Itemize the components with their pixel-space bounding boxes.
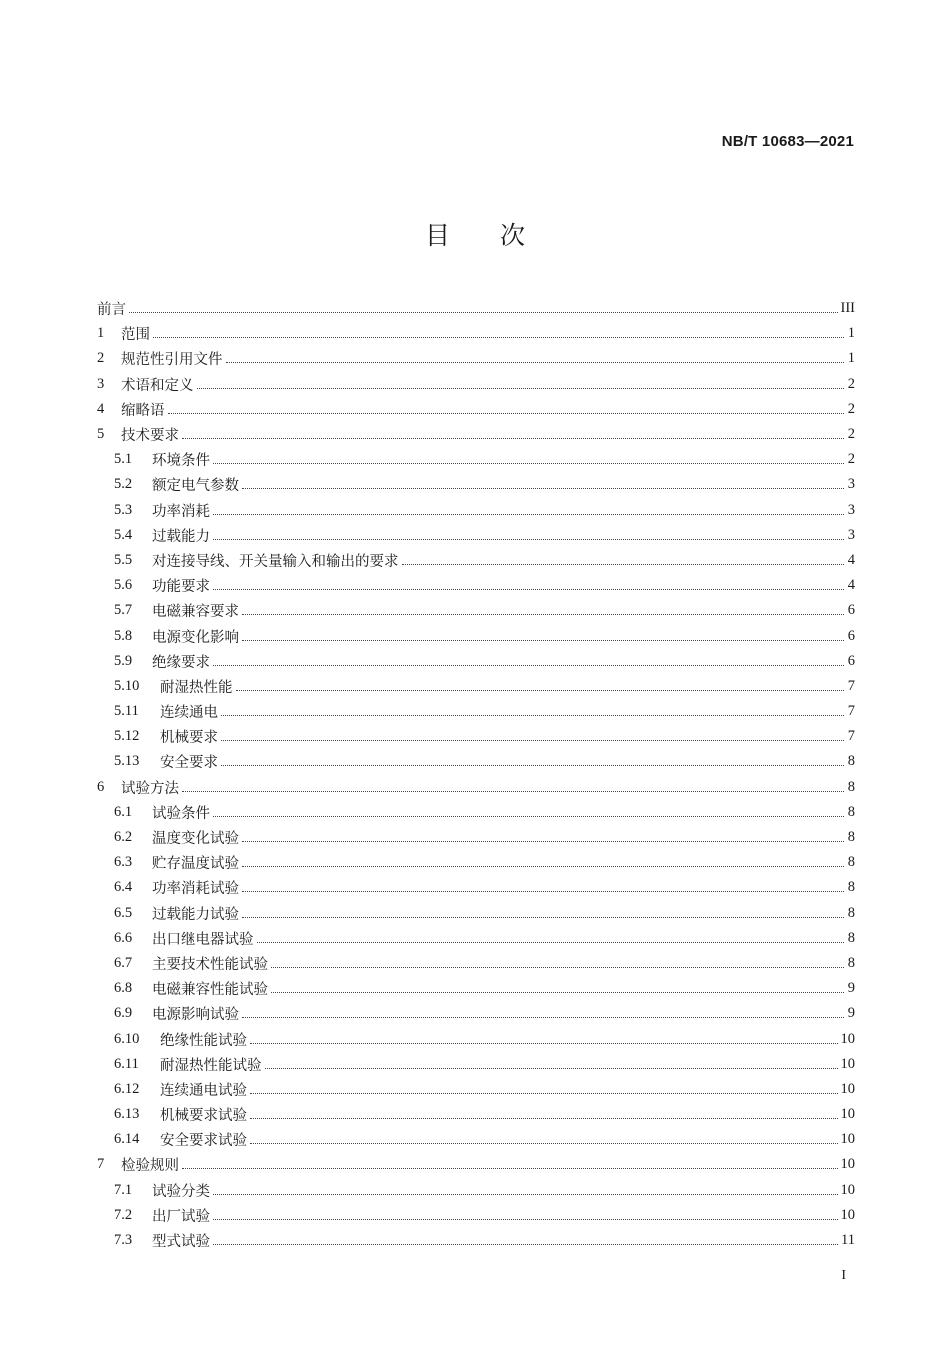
toc-entry-title: 试验分类 bbox=[152, 1183, 210, 1200]
toc-leader-dots bbox=[265, 1068, 838, 1069]
toc-entry[interactable] bbox=[97, 548, 855, 573]
toc-entry[interactable] bbox=[97, 1127, 855, 1152]
toc-entry-number: 5 bbox=[97, 426, 105, 443]
toc-leader-dots bbox=[213, 665, 844, 666]
toc-entry-page: 8 bbox=[847, 829, 855, 846]
toc-entry-number: 6.10 bbox=[114, 1030, 140, 1047]
toc-entry[interactable] bbox=[97, 573, 855, 598]
toc-entry-title: 电源变化影响 bbox=[152, 629, 239, 646]
toc-entry-page: 10 bbox=[840, 1131, 855, 1148]
toc-entry[interactable] bbox=[97, 926, 855, 951]
toc-leader-dots bbox=[242, 891, 844, 892]
toc-entry-number: 5.11 bbox=[114, 703, 139, 720]
toc-entry-page: 8 bbox=[847, 854, 855, 871]
toc-entry-number: 5.12 bbox=[114, 728, 140, 745]
toc-entry-title: 耐湿热性能试验 bbox=[160, 1057, 262, 1074]
toc-entry[interactable] bbox=[97, 699, 855, 724]
toc-entry-number: 5.10 bbox=[114, 677, 140, 694]
toc-entry-number: 5.3 bbox=[114, 501, 133, 518]
toc-leader-dots bbox=[242, 614, 844, 615]
table-of-contents bbox=[97, 296, 855, 1253]
toc-entry-title: 前言 bbox=[97, 302, 126, 319]
toc-leader-dots bbox=[271, 992, 844, 993]
toc-entry-title: 额定电气参数 bbox=[152, 478, 239, 495]
toc-entry-page: 3 bbox=[847, 501, 855, 518]
toc-entry-number: 6.11 bbox=[114, 1055, 139, 1072]
toc-entry-page: 1 bbox=[847, 325, 855, 342]
toc-entry-number: 6.7 bbox=[114, 954, 133, 971]
toc-entry-page: 11 bbox=[841, 1232, 855, 1249]
toc-entry-page: 7 bbox=[847, 677, 855, 694]
toc-entry[interactable] bbox=[97, 1152, 855, 1177]
toc-entry-page: 8 bbox=[847, 954, 855, 971]
toc-entry-number: 5.2 bbox=[114, 476, 133, 493]
toc-entry-number: 6.5 bbox=[114, 904, 133, 921]
toc-entry-title: 缩略语 bbox=[121, 402, 165, 419]
toc-entry-number: 6.1 bbox=[114, 803, 133, 820]
toc-leader-dots bbox=[221, 740, 844, 741]
toc-entry-title: 范围 bbox=[121, 327, 150, 344]
toc-entry[interactable] bbox=[97, 523, 855, 548]
toc-entry[interactable] bbox=[97, 1077, 855, 1102]
toc-entry[interactable] bbox=[97, 1026, 855, 1051]
toc-leader-dots bbox=[250, 1118, 838, 1119]
toc-entry-title: 过载能力 bbox=[152, 528, 210, 545]
toc-entry-number: 5.4 bbox=[114, 526, 133, 543]
toc-entry-title: 电源影响试验 bbox=[152, 1007, 239, 1024]
toc-entry-number: 6.8 bbox=[114, 980, 133, 997]
toc-leader-dots bbox=[250, 1043, 838, 1044]
toc-entry-number: 4 bbox=[97, 400, 105, 417]
toc-entry-title: 绝缘要求 bbox=[152, 654, 210, 671]
toc-entry-number: 6.2 bbox=[114, 829, 133, 846]
toc-entry-title: 技术要求 bbox=[121, 428, 179, 445]
toc-leader-dots bbox=[182, 791, 844, 792]
toc-entry-title: 功率消耗试验 bbox=[152, 881, 239, 898]
toc-entry-page: 2 bbox=[847, 451, 855, 468]
page-title: 目次 bbox=[424, 221, 575, 250]
toc-entry-number: 5.5 bbox=[114, 551, 133, 568]
toc-entry-page: 9 bbox=[847, 980, 855, 997]
toc-entry-page: 3 bbox=[847, 476, 855, 493]
toc-entry-page: 7 bbox=[847, 703, 855, 720]
toc-entry[interactable] bbox=[97, 346, 855, 371]
toc-entry-title: 安全要求 bbox=[160, 755, 218, 772]
toc-leader-dots bbox=[250, 1143, 838, 1144]
toc-entry[interactable] bbox=[97, 372, 855, 397]
toc-leader-dots bbox=[242, 866, 844, 867]
toc-entry[interactable] bbox=[97, 296, 855, 321]
toc-leader-dots bbox=[250, 1093, 838, 1094]
toc-leader-dots bbox=[182, 438, 844, 439]
toc-entry-title: 环境条件 bbox=[152, 453, 210, 470]
toc-entry[interactable] bbox=[97, 498, 855, 523]
toc-leader-dots bbox=[213, 514, 844, 515]
toc-entry[interactable] bbox=[97, 850, 855, 875]
toc-entry-page: 2 bbox=[847, 375, 855, 392]
toc-entry-title: 耐湿热性能 bbox=[160, 679, 233, 696]
toc-entry-page: 8 bbox=[847, 879, 855, 896]
toc-entry-number: 6.9 bbox=[114, 1005, 133, 1022]
toc-entry[interactable] bbox=[97, 775, 855, 800]
toc-entry-number: 6 bbox=[97, 778, 105, 795]
toc-leader-dots bbox=[213, 463, 844, 464]
toc-entry[interactable] bbox=[97, 749, 855, 774]
toc-entry-number: 5.7 bbox=[114, 602, 133, 619]
toc-entry-title: 对连接导线、开关量输入和输出的要求 bbox=[152, 553, 399, 570]
toc-leader-dots bbox=[226, 362, 845, 363]
toc-entry[interactable] bbox=[97, 1102, 855, 1127]
toc-entry-page: 2 bbox=[847, 400, 855, 417]
toc-entry-title: 出厂试验 bbox=[152, 1208, 210, 1225]
toc-leader-dots bbox=[129, 312, 838, 313]
toc-leader-dots bbox=[213, 539, 844, 540]
toc-entry-title: 电磁兼容性能试验 bbox=[152, 982, 268, 999]
toc-leader-dots bbox=[242, 917, 844, 918]
toc-entry[interactable] bbox=[97, 447, 855, 472]
toc-entry-number: 6.4 bbox=[114, 879, 133, 896]
toc-leader-dots bbox=[402, 564, 845, 565]
toc-entry-page: 8 bbox=[847, 753, 855, 770]
toc-entry-page: 6 bbox=[847, 602, 855, 619]
toc-entry-number: 3 bbox=[97, 375, 105, 392]
toc-leader-dots bbox=[221, 715, 844, 716]
toc-entry-title: 贮存温度试验 bbox=[152, 856, 239, 873]
toc-entry-page: 10 bbox=[840, 1080, 855, 1097]
toc-entry-number: 6.13 bbox=[114, 1106, 140, 1123]
toc-entry[interactable] bbox=[97, 623, 855, 648]
toc-entry-title: 规范性引用文件 bbox=[121, 352, 223, 369]
toc-leader-dots bbox=[242, 640, 844, 641]
toc-entry-number: 6.3 bbox=[114, 854, 133, 871]
toc-leader-dots bbox=[236, 690, 845, 691]
toc-entry-title: 主要技术性能试验 bbox=[152, 956, 268, 973]
toc-entry-page: 10 bbox=[840, 1181, 855, 1198]
toc-leader-dots bbox=[153, 337, 844, 338]
toc-leader-dots bbox=[221, 765, 844, 766]
toc-entry-page: 7 bbox=[847, 728, 855, 745]
toc-entry-page: 8 bbox=[847, 904, 855, 921]
toc-leader-dots bbox=[197, 388, 845, 389]
toc-entry[interactable] bbox=[97, 1001, 855, 1026]
toc-entry[interactable] bbox=[97, 397, 855, 422]
toc-entry[interactable] bbox=[97, 901, 855, 926]
toc-leader-dots bbox=[213, 589, 844, 590]
toc-entry[interactable] bbox=[97, 875, 855, 900]
toc-entry[interactable] bbox=[97, 976, 855, 1001]
toc-entry-number: 7.3 bbox=[114, 1232, 133, 1249]
toc-entry-number: 6.12 bbox=[114, 1080, 140, 1097]
toc-entry-page: 10 bbox=[840, 1156, 855, 1173]
toc-entry-page: 1 bbox=[847, 350, 855, 367]
toc-entry-page: 3 bbox=[847, 526, 855, 543]
toc-entry-page: 4 bbox=[847, 551, 855, 568]
toc-entry[interactable] bbox=[97, 800, 855, 825]
toc-entry[interactable] bbox=[97, 472, 855, 497]
toc-entry-title: 机械要求试验 bbox=[160, 1108, 247, 1125]
toc-entry-title: 电磁兼容要求 bbox=[152, 604, 239, 621]
toc-leader-dots bbox=[213, 1194, 838, 1195]
toc-entry-title: 试验方法 bbox=[121, 780, 179, 797]
toc-leader-dots bbox=[213, 816, 844, 817]
toc-entry-page: 10 bbox=[840, 1055, 855, 1072]
toc-entry-title: 安全要求试验 bbox=[160, 1133, 247, 1150]
toc-entry-page: 8 bbox=[847, 929, 855, 946]
toc-entry[interactable] bbox=[97, 422, 855, 447]
standard-code: NB/T 10683—2021 bbox=[721, 133, 854, 150]
toc-entry-number: 6.14 bbox=[114, 1131, 140, 1148]
toc-entry-title: 过载能力试验 bbox=[152, 906, 239, 923]
toc-entry[interactable] bbox=[97, 951, 855, 976]
toc-entry-number: 7 bbox=[97, 1156, 105, 1173]
toc-entry-page: 8 bbox=[847, 778, 855, 795]
toc-entry-page: 9 bbox=[847, 1005, 855, 1022]
toc-leader-dots bbox=[271, 967, 844, 968]
toc-entry-title: 型式试验 bbox=[152, 1234, 210, 1251]
toc-entry-page: 8 bbox=[847, 803, 855, 820]
toc-entry-title: 检验规则 bbox=[121, 1158, 179, 1175]
toc-entry-number: 5.8 bbox=[114, 627, 133, 644]
toc-entry-title: 连续通电试验 bbox=[160, 1082, 247, 1099]
toc-entry[interactable] bbox=[97, 321, 855, 346]
toc-entry-number: 2 bbox=[97, 350, 105, 367]
toc-entry[interactable] bbox=[97, 1203, 855, 1228]
toc-entry[interactable] bbox=[97, 1228, 855, 1253]
toc-leader-dots bbox=[213, 1244, 838, 1245]
toc-entry[interactable] bbox=[97, 825, 855, 850]
toc-leader-dots bbox=[168, 413, 845, 414]
toc-entry[interactable] bbox=[97, 1052, 855, 1077]
toc-entry-number: 5.1 bbox=[114, 451, 133, 468]
toc-entry-page: III bbox=[840, 300, 855, 317]
toc-entry-title: 功率消耗 bbox=[152, 503, 210, 520]
toc-leader-dots bbox=[257, 942, 845, 943]
toc-entry-page: 4 bbox=[847, 577, 855, 594]
toc-entry-page: 10 bbox=[840, 1106, 855, 1123]
toc-entry[interactable] bbox=[97, 724, 855, 749]
toc-entry-title: 出口继电器试验 bbox=[152, 931, 254, 948]
toc-leader-dots bbox=[242, 841, 844, 842]
toc-entry-page: 10 bbox=[840, 1206, 855, 1223]
toc-entry-number: 7.2 bbox=[114, 1206, 133, 1223]
toc-entry-number: 6.6 bbox=[114, 929, 133, 946]
toc-entry-page: 10 bbox=[840, 1030, 855, 1047]
toc-entry-title: 温度变化试验 bbox=[152, 831, 239, 848]
toc-entry-title: 机械要求 bbox=[160, 730, 218, 747]
toc-entry[interactable] bbox=[97, 649, 855, 674]
toc-entry-title: 试验条件 bbox=[152, 805, 210, 822]
toc-entry[interactable] bbox=[97, 598, 855, 623]
toc-leader-dots bbox=[242, 1017, 844, 1018]
toc-entry-page: 6 bbox=[847, 627, 855, 644]
toc-entry[interactable] bbox=[97, 1178, 855, 1203]
toc-entry-title: 绝缘性能试验 bbox=[160, 1032, 247, 1049]
page-number: I bbox=[841, 1268, 846, 1283]
toc-entry-title: 功能要求 bbox=[152, 579, 210, 596]
toc-entry-number: 7.1 bbox=[114, 1181, 133, 1198]
toc-entry-number: 5.13 bbox=[114, 753, 140, 770]
toc-leader-dots bbox=[182, 1168, 838, 1169]
toc-entry-title: 术语和定义 bbox=[121, 377, 194, 394]
toc-entry-number: 1 bbox=[97, 325, 105, 342]
toc-entry-number: 5.9 bbox=[114, 652, 133, 669]
toc-entry[interactable] bbox=[97, 674, 855, 699]
toc-entry-number: 5.6 bbox=[114, 577, 133, 594]
toc-leader-dots bbox=[242, 488, 844, 489]
toc-entry-title: 连续通电 bbox=[160, 705, 218, 722]
toc-entry-page: 6 bbox=[847, 652, 855, 669]
toc-entry-page: 2 bbox=[847, 426, 855, 443]
toc-leader-dots bbox=[213, 1219, 838, 1220]
